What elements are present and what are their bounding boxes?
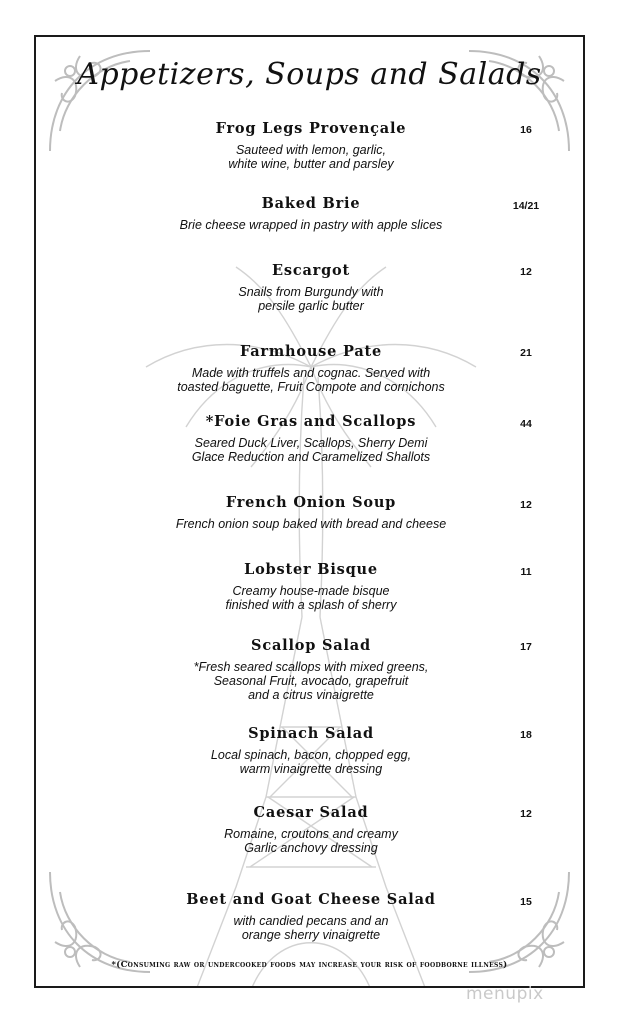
watermark: menupix: [466, 984, 544, 1004]
item-price: 15: [520, 896, 532, 908]
item-price: 14/21: [512, 200, 540, 212]
menu-item: [96, 804, 526, 855]
item-description: Made with truffels and cognac. Served with toasted baguette, Fruit Compote and cornichons: [177, 366, 445, 394]
menu-item: [96, 413, 526, 464]
item-price: 21: [520, 347, 532, 359]
item-description: with candied pecans and an orange sherry vinaigrette: [233, 914, 389, 942]
page-title: Appetizers, Soups and Salads: [77, 57, 542, 92]
item-name: Caesar Salad: [253, 804, 369, 821]
item-name: Beet and Goat Cheese Salad: [186, 891, 436, 908]
item-description: Creamy house-made bisque finished with a splash of sherry: [225, 584, 397, 612]
item-name: Farmhouse Pate: [239, 343, 383, 360]
item-name: Baked Brie: [261, 195, 361, 212]
item-description: *Fresh seared scallops with mixed greens, Seasonal Fruit, avocado, grapefruit and a citrus vinaigrette: [193, 660, 429, 702]
menu-item: [96, 561, 526, 612]
menu-page: [34, 35, 585, 988]
item-description: Sauteed with lemon, garlic, white wine, butter and parsley: [228, 143, 394, 171]
menu-item: [96, 195, 526, 232]
item-price: 12: [520, 808, 532, 820]
item-price: 11: [520, 566, 532, 578]
item-description: Brie cheese wrapped in pastry with apple slices: [179, 218, 443, 232]
menu-item: [96, 891, 526, 942]
consumer-advisory-footnote: *(Consuming raw or undercooked foods may increase your risk of foodborne illness): [111, 960, 508, 970]
item-price: 16: [520, 124, 532, 136]
menu-item: [96, 725, 526, 776]
item-price: 44: [520, 418, 532, 430]
item-price: 12: [520, 499, 532, 511]
item-price: 12: [520, 266, 532, 278]
menu-item: [96, 637, 526, 702]
item-description: Romaine, croutons and creamy Garlic anchovy dressing: [224, 827, 398, 855]
item-name: Escargot: [272, 262, 350, 279]
item-description: Seared Duck Liver, Scallops, Sherry Demi Glace Reduction and Caramelized Shallots: [191, 436, 431, 464]
menu-item: [96, 343, 526, 394]
item-name: Scallop Salad: [251, 637, 371, 654]
item-name: *Foie Gras and Scallops: [205, 413, 417, 430]
item-price: 18: [520, 729, 532, 741]
menu-item: [96, 494, 526, 531]
item-description: French onion soup baked with bread and cheese: [175, 517, 447, 531]
item-name: French Onion Soup: [225, 494, 397, 511]
item-name: Spinach Salad: [248, 725, 374, 742]
menu-item: [96, 120, 526, 171]
item-description: Snails from Burgundy with persile garlic butter: [238, 285, 384, 313]
item-name: Lobster Bisque: [244, 561, 378, 578]
item-description: Local spinach, bacon, chopped egg, warm vinaigrette dressing: [210, 748, 412, 776]
item-name: Frog Legs Provençale: [215, 120, 407, 137]
menu-item: [96, 262, 526, 313]
item-price: 17: [520, 641, 532, 653]
